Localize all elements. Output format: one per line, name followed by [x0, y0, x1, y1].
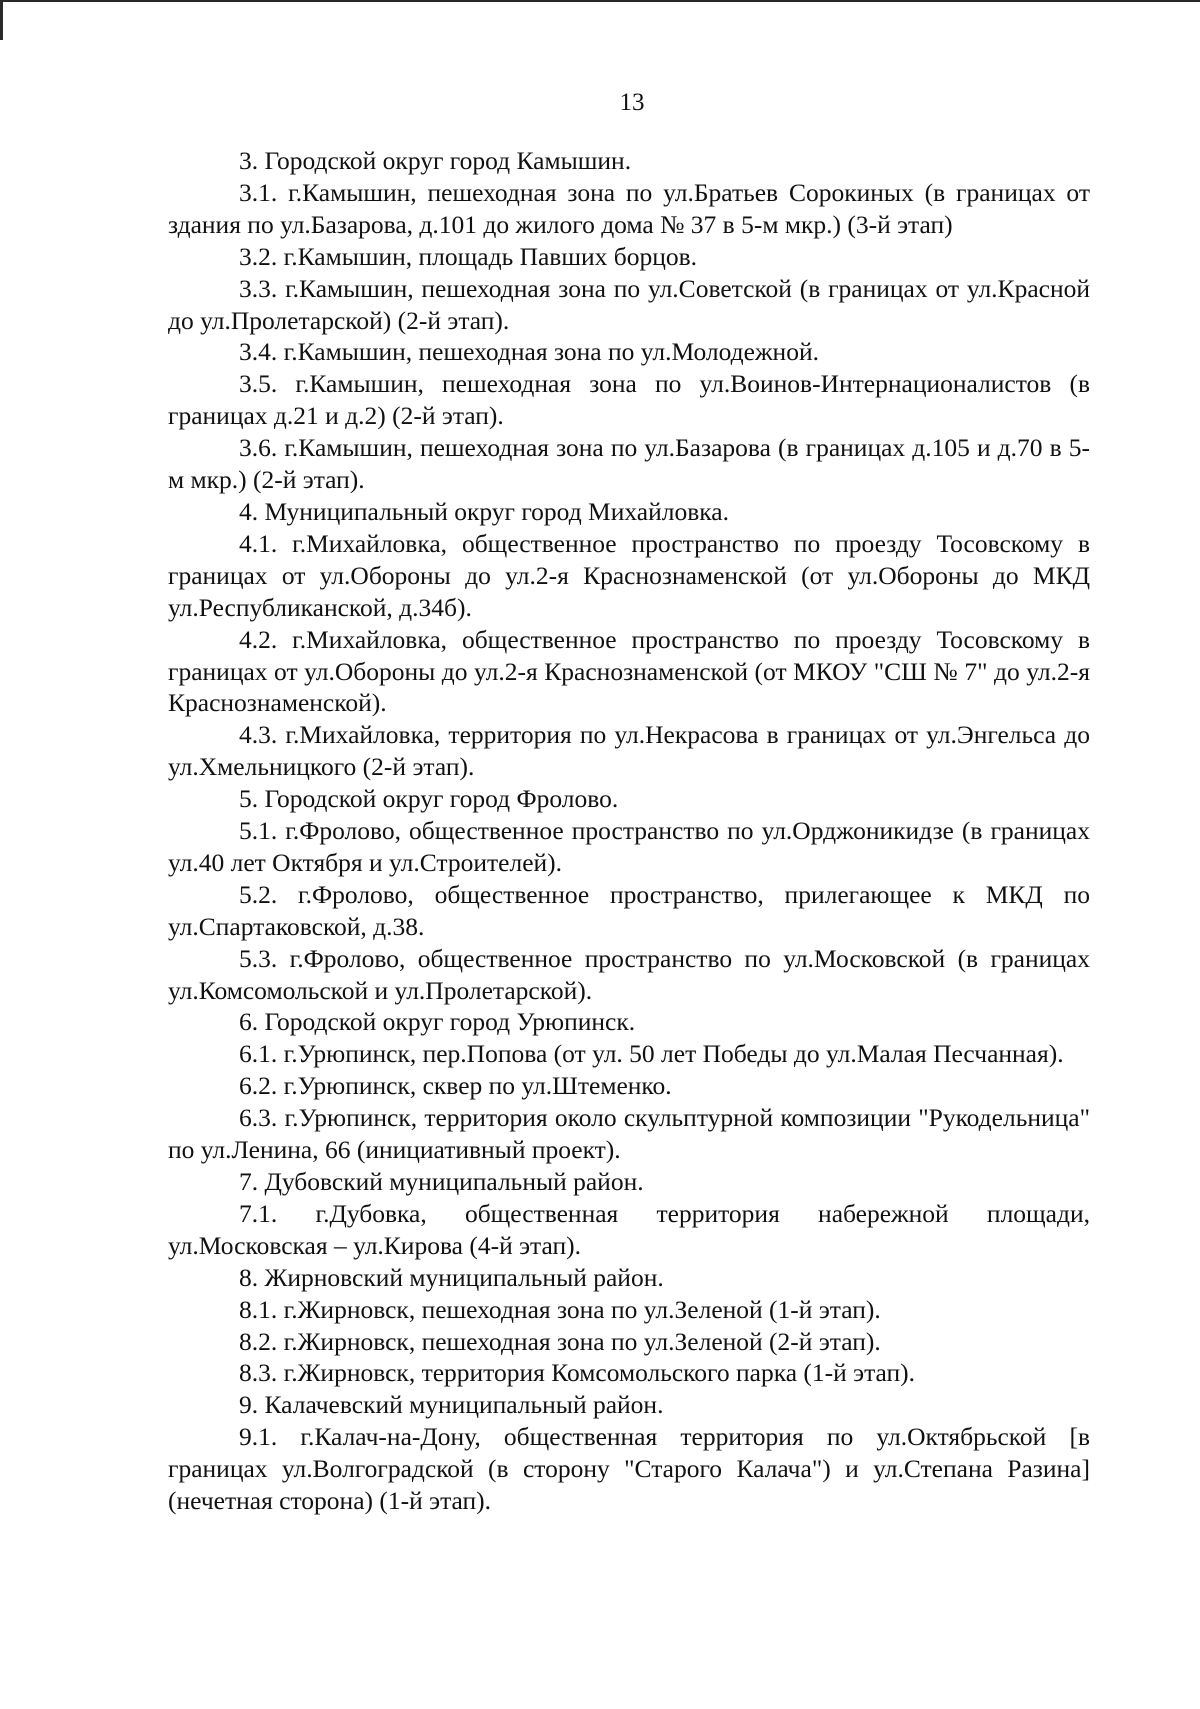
list-item-8-2: 8.2. г.Жирновск, пешеходная зона по ул.Зеленой (2-й этап). — [239, 1326, 881, 1356]
list-item-6-3: 6.3. г.Урюпинск, территория около скульптурной композиции "Рукодельница" по ул.Ленина, 66 (инициативный проект). — [168, 1103, 1090, 1165]
list-item-3-3: 3.3. г.Камышин, пешеходная зона по ул.Советской (в границах от ул.Красной до ул.Пролетарской) (2-й этап). — [168, 273, 1090, 335]
section-heading-6: 6. Городской округ город Урюпинск. — [239, 1007, 636, 1037]
section-heading-3: 3. Городской округ город Камышин. — [239, 146, 632, 175]
list-item-6-2: 6.2. г.Урюпинск, сквер по ул.Штеменко. — [239, 1071, 672, 1101]
section-heading-4: 4. Муниципальный округ город Михайловка. — [239, 496, 729, 526]
list-item-6-1: 6.1. г.Урюпинск, пер.Попова (от ул. 50 лет Победы до ул.Малая Песчанная). — [239, 1039, 1064, 1069]
list-item-9-1: 9.1. г.Калач-на-Дону, общественная территория по ул.Октябрьской [в границах ул.Волгоградской (в сторону "Старого Калача") и ул.Степана Разина] (нечетная сторона) (1-й этап). — [168, 1422, 1090, 1516]
list-item-3-5: 3.5. г.Камышин, пешеходная зона по ул.Воинов-Интернационалистов (в границах д.21 и д.2) (2-й этап). — [168, 369, 1090, 431]
section-heading-7: 7. Дубовский муниципальный район. — [239, 1167, 644, 1196]
list-item-5-2: 5.2. г.Фролово, общественное пространство, прилегающее к МКД по ул.Спартаковской, д.38. — [168, 879, 1090, 941]
list-item-3-2: 3.2. г.Камышин, площадь Павших борцов. — [239, 241, 698, 271]
section-heading-5: 5. Городской округ город Фролово. — [239, 784, 619, 814]
page-number: 13 — [619, 89, 645, 116]
list-item-4-2: 4.2. г.Михайловка, общественное пространство по проезду Тосовскому в границах от ул.Обороны до ул.2-я Краснознаменской (от МКОУ "СШ № 7" до ул.2-я Краснознаменской). — [168, 624, 1090, 718]
document-body — [168, 145, 1090, 1517]
section-heading-8: 8. Жирновский муниципальный район. — [239, 1262, 664, 1292]
list-item-8-3: 8.3. г.Жирновск, территория Комсомольского парка (1-й этап). — [239, 1358, 916, 1388]
list-item-3-4: 3.4. г.Камышин, пешеходная зона по ул.Молодежной. — [239, 337, 819, 367]
scan-edge-left — [0, 0, 3, 40]
list-item-5-1: 5.1. г.Фролово, общественное пространство по ул.Орджоникидзе (в границах ул.40 лет Октября и ул.Строителей). — [168, 816, 1090, 877]
list-item-4-3: 4.3. г.Михайловка, территория по ул.Некрасова в границах от ул.Энгельса до ул.Хмельницкого (2-й этап). — [168, 720, 1090, 782]
scan-edge-top — [0, 0, 1200, 2]
list-item-8-1: 8.1. г.Жирновск, пешеходная зона по ул.Зеленой (1-й этап). — [239, 1294, 881, 1324]
list-item-5-3: 5.3. г.Фролово, общественное пространство по ул.Московской (в границах ул.Комсомольской и ул.Пролетарской). — [168, 943, 1090, 1005]
list-item-7-1: 7.1. г.Дубовка, общественная территория набережной площади, ул.Московская – ул.Кирова (4-й этап). — [168, 1198, 1090, 1260]
section-heading-9: 9. Калачевский муниципальный район. — [239, 1390, 664, 1420]
list-item-3-1: 3.1. г.Камышин, пешеходная зона по ул.Братьев Сорокиных (в границах от здания по ул.Базарова, д.101 до жилого дома № 37 в 5-м мкр.) (3-й этап) — [168, 177, 1090, 239]
list-item-3-6: 3.6. г.Камышин, пешеходная зона по ул.Базарова (в границах д.105 и д.70 в 5-м мкр.) (2-й этап). — [168, 433, 1090, 495]
list-item-4-1: 4.1. г.Михайловка, общественное пространство по проезду Тосовскому в границах от ул.Обороны до ул.2-я Краснознаменской (от ул.Обороны до МКД ул.Республиканской, д.34б). — [168, 528, 1090, 622]
